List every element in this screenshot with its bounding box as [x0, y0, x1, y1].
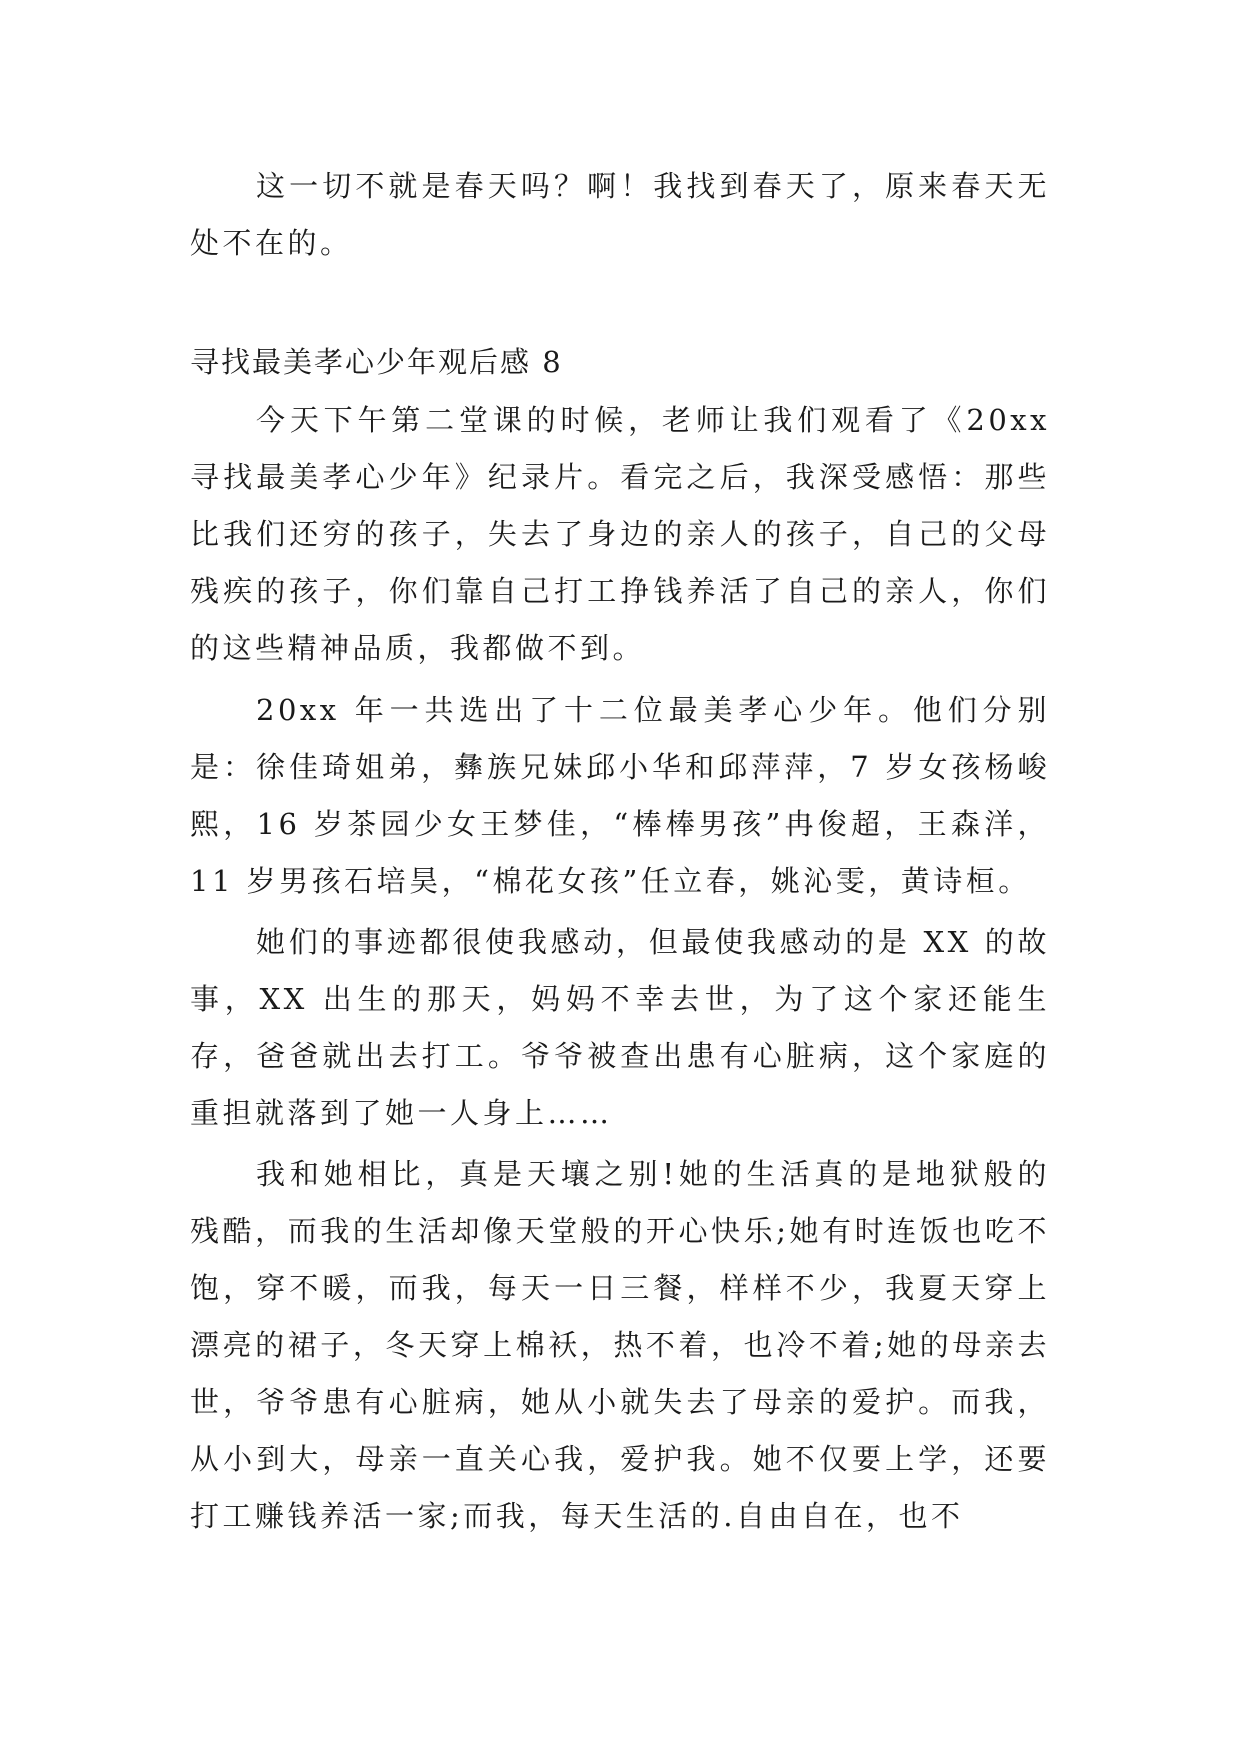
paragraph: 她们的事迹都很使我感动，但最使我感动的是 XX 的故事，XX 出生的那天，妈妈不幸去世，为了这个家还能生存，爸爸就出去打工。爷爷被查出患有心脏病，这个家庭的重担就落到了她一人身上…… [190, 925, 1050, 1130]
paragraph: 今天下午第二堂课的时候，老师让我们观看了《20xx 寻找最美孝心少年》纪录片。看完之后，我深受感悟：那些比我们还穷的孩子，失去了身边的亲人的孩子，自己的父母残疾的孩子，你们靠自己打工挣钱养活了自己的亲人，你们的这些精神品质，我都做不到。 [190, 403, 1050, 665]
paragraph-intro: 这一切不就是春天吗？啊！我找到春天了，原来春天无处不在的。 [190, 169, 1050, 260]
section-title: 寻找最美孝心少年观后感 8 [190, 345, 563, 379]
paragraph: 我和她相比，真是天壤之别!她的生活真的是地狱般的残酷，而我的生活却像天堂般的开心快乐;她有时连饭也吃不饱，穿不暖，而我，每天一日三餐，样样不少，我夏天穿上漂亮的裙子，冬天穿上棉袄，热不着，也冷不着;她的母亲去世，爷爷患有心脏病，她从小就失去了母亲的爱护。而我，从小到大，母亲一直关心我，爱护我。她不仅要上学，还要打工赚钱养活一家;而我，每天生活的.自由自在，也不 [190, 1157, 1050, 1533]
paragraph: 20xx 年一共选出了十二位最美孝心少年。他们分别是：徐佳琦姐弟，彝族兄妹邱小华和邱萍萍，7 岁女孩杨峻熙，16 岁茶园少女王梦佳，“棒棒男孩”冉俊超，王森洋，11 岁男孩石培昊，“棉花女孩”任立春，姚沁雯，黄诗桓。 [190, 693, 1050, 898]
